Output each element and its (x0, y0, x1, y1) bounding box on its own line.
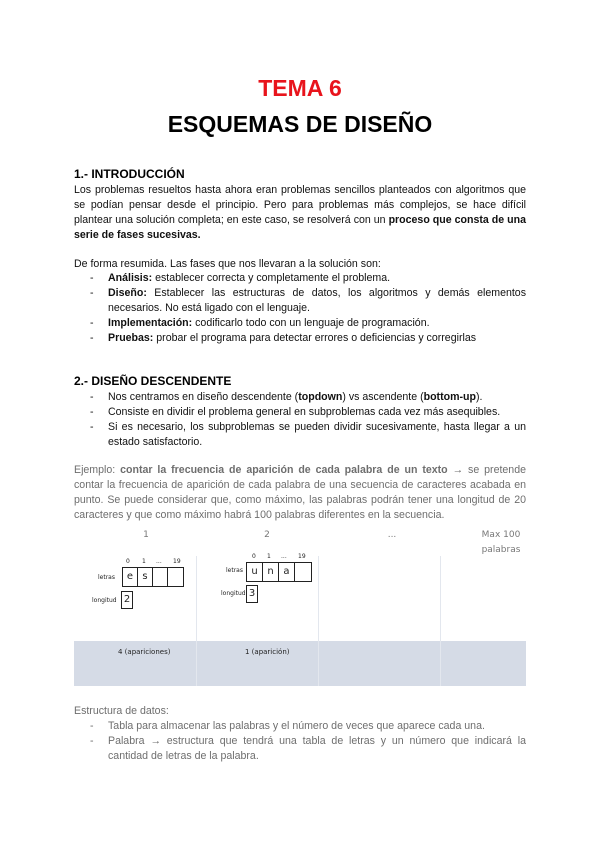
example-label: Ejemplo: (74, 464, 121, 476)
letter-cell: u (246, 562, 263, 582)
list-item: - Tabla para almacenar las palabras y el número de veces que aparece cada una. (74, 719, 526, 734)
example-paragraph (74, 463, 526, 523)
letter-cell: a (278, 562, 295, 582)
phase-text: Establecer las estructuras de datos, los algoritmos y demás elementos necesarios. No está ligado con el lenguaje. (108, 287, 526, 314)
example-text: → se pretende contar la frecuencia de aparición de cada palabra de una secuencia de caracteres acabada en punto. Se puede considerar que, como máximo, las palabras podrán tener una longitud de 20 caracteres y que como máximo habrá 100 palabras diferentes en la secuencia. (74, 464, 526, 521)
bullet-text: ) vs ascendente ( (342, 391, 424, 403)
bottomup-term: bottom-up (423, 391, 476, 403)
max-label: Max 100 (481, 530, 521, 540)
count-label: 1 (aparición) (245, 648, 290, 656)
list-item (74, 271, 526, 286)
section-heading-introduccion: 1.- INTRODUCCIÓN (74, 167, 185, 181)
phase-text: codificarlo todo con un lenguaje de programación. (192, 317, 430, 329)
phase-label: Diseño: (108, 287, 147, 299)
longitud-label: longitud (92, 597, 117, 604)
column-divider (196, 556, 197, 686)
letras-label: letras (226, 567, 243, 574)
example-bold: contar la frecuencia de aparición de cada palabra de un texto (120, 464, 448, 476)
phase-label: Implementación: (108, 317, 193, 329)
ds-list (74, 719, 526, 764)
letter-cell: e (122, 567, 138, 587)
letter-cell: s (137, 567, 153, 587)
descendente-list (74, 390, 526, 450)
phases-intro: De forma resumida. Las fases que nos llevaran a la solución son: (74, 258, 381, 270)
index-19: 19 (298, 553, 306, 560)
intro-bold-text: proceso que consta de una serie de fases sucesivas. (74, 214, 526, 241)
section-heading-diseno-descendente: 2.- DISEÑO DESCENDENTE (74, 374, 232, 388)
column-divider (440, 556, 441, 686)
letter-cell (167, 567, 184, 587)
list-item (74, 331, 526, 346)
index-1: 1 (142, 558, 146, 565)
letter-cell (294, 562, 312, 582)
bullet-text: ). (475, 391, 483, 403)
length-cell: 2 (121, 591, 133, 609)
topic-number: TEMA 6 (258, 75, 342, 101)
page-title: ESQUEMAS DE DISEÑO (167, 111, 433, 137)
index-0: 0 (126, 558, 130, 565)
bullet-text: Nos centramos en diseño descendente ( (108, 391, 299, 403)
palabras-label: palabras (481, 545, 521, 555)
phase-label: Análisis: (108, 272, 153, 284)
ds-heading: Estructura de datos: (74, 705, 169, 717)
phases-list (74, 271, 526, 346)
column-header-max (466, 528, 536, 558)
longitud-label: longitud (221, 590, 246, 597)
letras-label: letras (98, 574, 115, 581)
list-item (74, 390, 526, 405)
intro-text: Los problemas resueltos hasta ahora eran problemas sencillos planteados con algoritmos que se podían pensar desde el principio. Pero para problemas más complejos, se hace difícil plantear una solución completa; en este caso, se resolverá con un (74, 184, 526, 226)
letter-cell: n (262, 562, 279, 582)
word-table-diagram (74, 553, 526, 686)
list-item: - Consiste en dividir el problema general en subproblemas cada vez más asequibles. (74, 405, 526, 420)
letter-cell (152, 567, 168, 587)
column-header-1: 1 (143, 530, 149, 540)
column-header-2: 2 (264, 530, 270, 540)
length-cell: 3 (246, 585, 258, 603)
list-item: - Si es necesario, los subproblemas se pueden dividir sucesivamente, hasta llegar a un estado satisfactorio. (74, 420, 526, 450)
index-dots: ... (156, 558, 162, 565)
index-dots: ... (281, 553, 287, 560)
list-item (74, 316, 526, 331)
index-0: 0 (252, 553, 256, 560)
column-header-3: ... (387, 530, 397, 540)
list-item (74, 286, 526, 316)
list-item: - Palabra → estructura que tendrá una tabla de letras y un número que indicará la cantidad de letras de la palabra. (74, 734, 526, 764)
phase-text: establecer correcta y completamente el problema. (152, 272, 391, 284)
column-divider (318, 556, 319, 686)
intro-paragraph (74, 183, 526, 243)
index-19: 19 (173, 558, 181, 565)
count-label: 4 (apariciones) (118, 648, 171, 656)
phase-label: Pruebas: (108, 332, 154, 344)
topdown-term: topdown (298, 391, 343, 403)
index-1: 1 (267, 553, 271, 560)
phase-text: probar el programa para detectar errores o deficiencias y corregirlas (153, 332, 477, 344)
